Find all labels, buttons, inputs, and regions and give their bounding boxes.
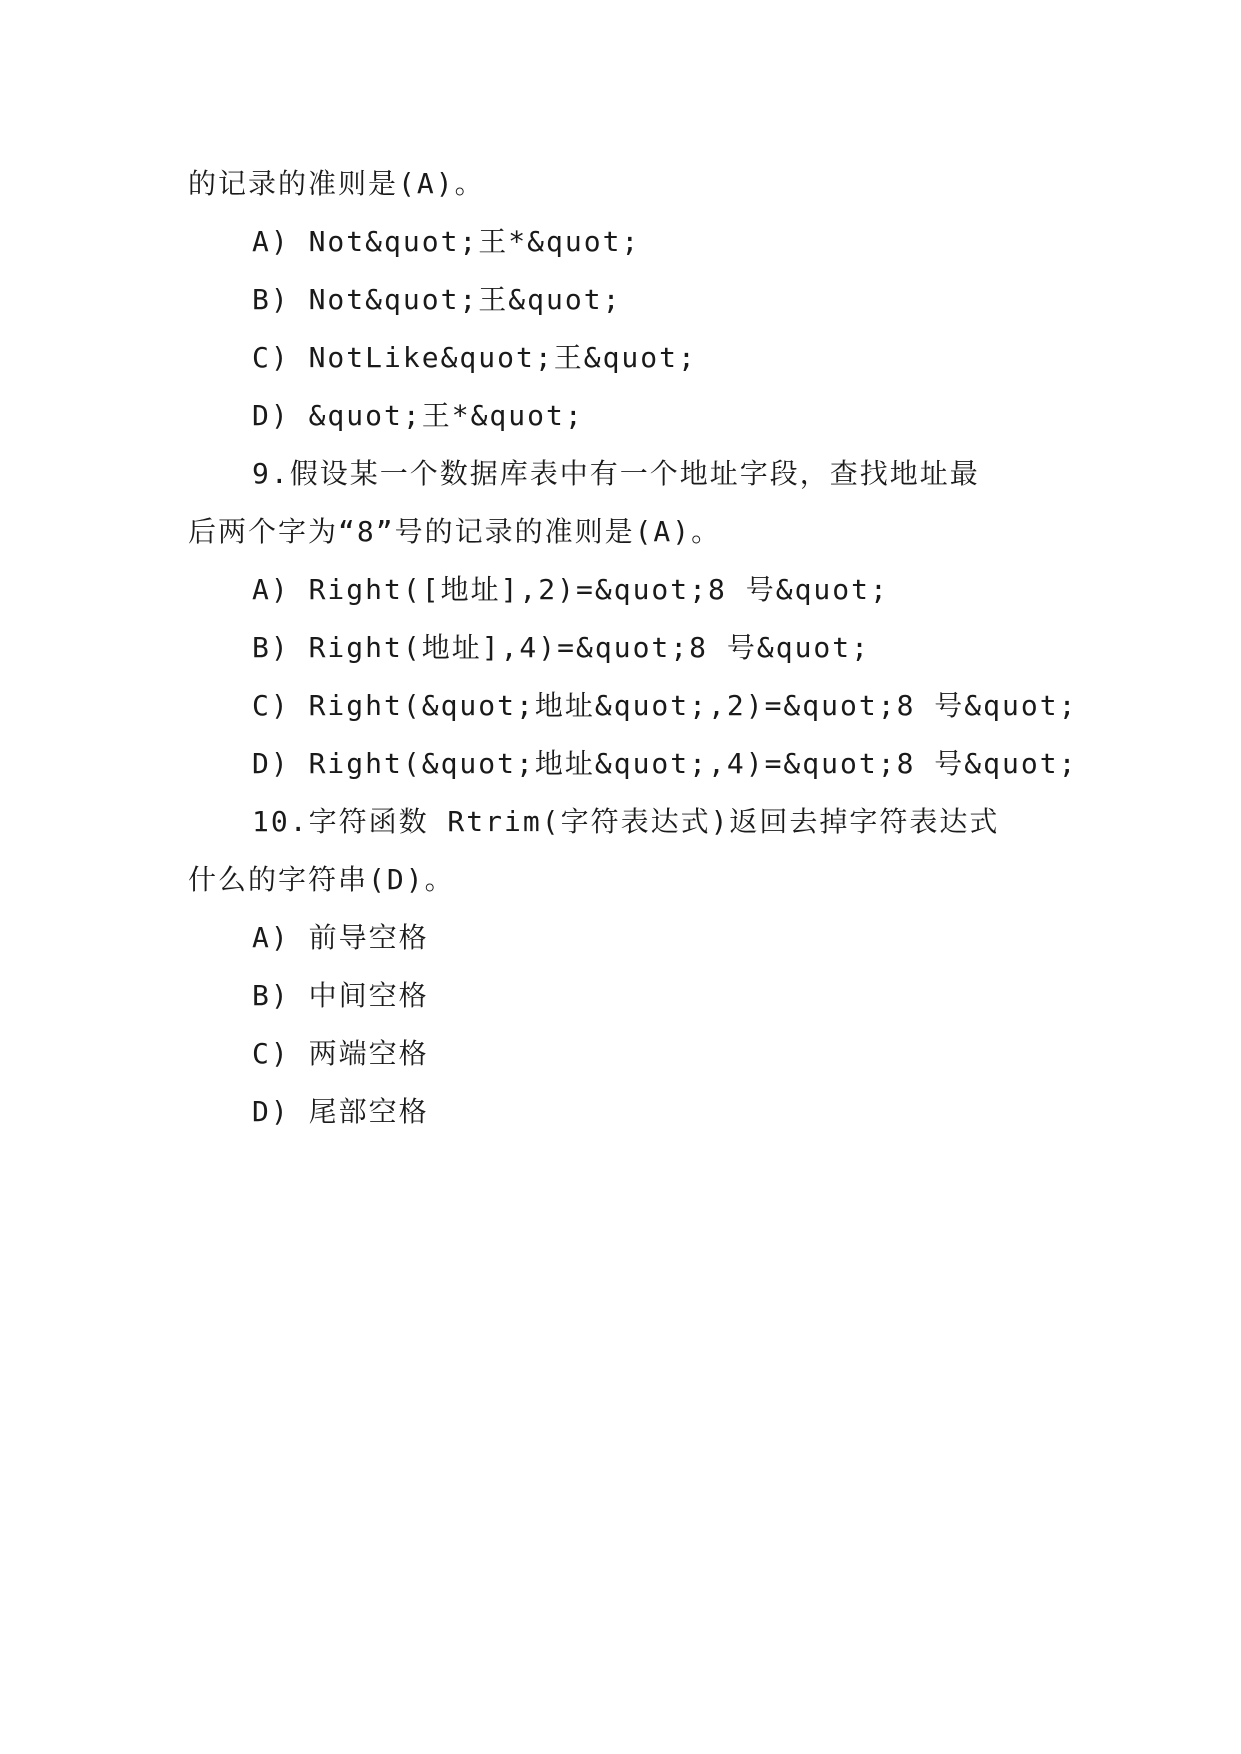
q10-option-d: D) 尾部空格: [252, 1095, 429, 1128]
q8-option-a: A) Not&quot;王*&quot;: [252, 225, 641, 258]
q10-stem-continuation: 什么的字符串(D)。: [188, 863, 455, 896]
q8-option-c: C) NotLike&quot;王&quot;: [252, 341, 697, 374]
q8-option-d: D) &quot;王*&quot;: [252, 399, 584, 432]
q10-option-a: A) 前导空格: [252, 921, 429, 954]
q9-option-c: C) Right(&quot;地址&quot;,2)=&quot;8 号&quot;: [252, 689, 1078, 722]
q9-option-a: A) Right([地址],2)=&quot;8 号&quot;: [252, 573, 889, 606]
q10-stem: 10.字符函数 Rtrim(字符表达式)返回去掉字符表达式: [252, 805, 1000, 838]
q9-option-b: B) Right(地址],4)=&quot;8 号&quot;: [252, 631, 871, 664]
q10-option-b: B) 中间空格: [252, 979, 429, 1012]
q10-option-c: C) 两端空格: [252, 1037, 429, 1070]
q9-stem: 9.假设某一个数据库表中有一个地址字段，查找地址最: [252, 457, 980, 490]
q8-stem-continuation: 的记录的准则是(A)。: [188, 167, 485, 200]
q9-option-d: D) Right(&quot;地址&quot;,4)=&quot;8 号&quot;: [252, 747, 1078, 780]
q9-stem-continuation: 后两个字为“8”号的记录的准则是(A)。: [188, 515, 722, 548]
q8-option-b: B) Not&quot;王&quot;: [252, 283, 622, 316]
